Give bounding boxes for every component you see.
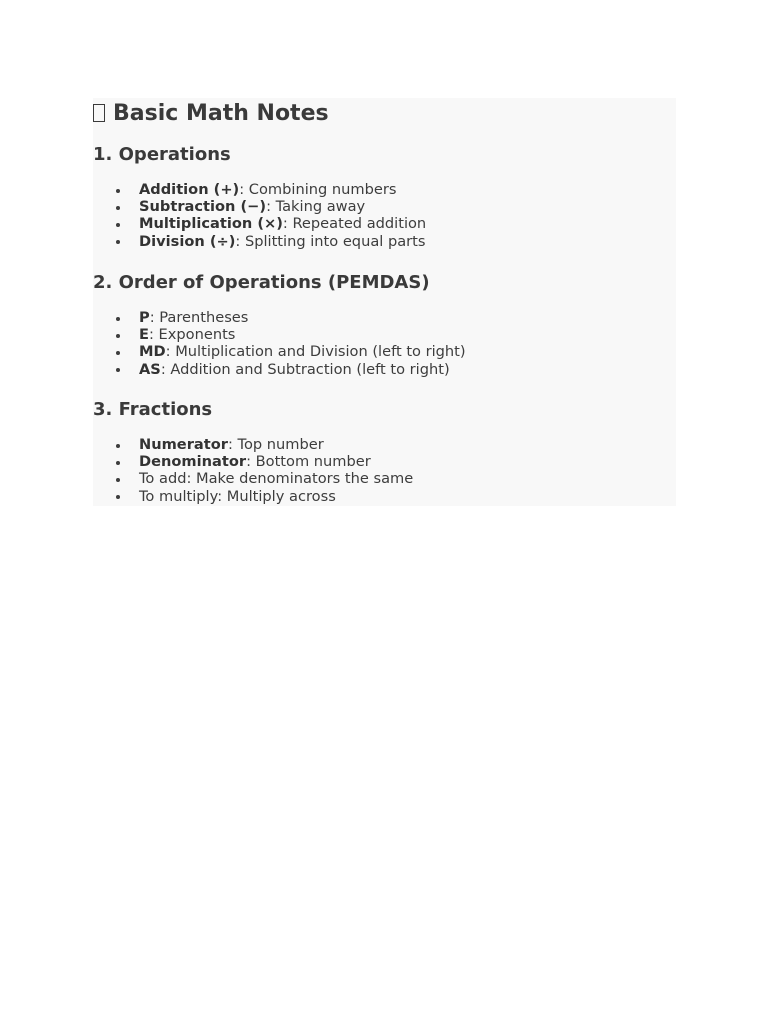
pemdas-list — [93, 309, 466, 378]
term-description: : Parentheses — [149, 309, 249, 326]
term-label: E — [139, 326, 149, 344]
term-description: To add: Make denominators the same — [139, 470, 414, 488]
operations-list — [93, 181, 426, 250]
term-description: : Repeated addition — [282, 215, 427, 233]
term-description: : Exponents — [148, 326, 236, 344]
term-description: : Top number — [227, 436, 324, 453]
term-label: Subtraction (−) — [139, 198, 267, 216]
term-description: : Multiplication and Division (left to right) — [165, 343, 466, 361]
term-label: Multiplication (×) — [139, 215, 283, 233]
term-description: : Bottom number — [246, 453, 371, 471]
list-item — [93, 436, 413, 453]
section-heading-operations: 1. Operations — [93, 144, 231, 165]
memo-icon — [93, 104, 105, 122]
list-item — [93, 361, 466, 378]
list-item — [93, 233, 426, 250]
list-item — [93, 198, 426, 215]
term-description: : Splitting into equal parts — [235, 232, 426, 250]
term-description: : Combining numbers — [239, 181, 397, 198]
term-label: Addition (+) — [139, 181, 240, 198]
term-label: Numerator — [139, 436, 228, 453]
term-label: AS — [139, 360, 161, 378]
list-item — [93, 343, 466, 360]
term-description: To multiply: Multiply across — [139, 487, 336, 505]
term-description: : Taking away — [266, 198, 366, 216]
term-label: P — [139, 309, 150, 326]
list-item — [93, 326, 466, 343]
term-description: : Addition and Subtraction (left to right) — [160, 360, 450, 378]
fractions-list — [93, 436, 413, 505]
list-item — [93, 215, 426, 232]
list-item — [93, 309, 466, 326]
math-notes-panel — [93, 98, 676, 506]
section-heading-fractions: 3. Fractions — [93, 399, 213, 420]
section-heading-order-of-operations: 2. Order of Operations (PEMDAS) — [93, 272, 430, 293]
term-label: Division (÷) — [139, 232, 236, 250]
list-item — [93, 453, 413, 470]
page-title-text: Basic Math Notes — [113, 101, 329, 126]
list-item — [93, 181, 426, 198]
page-title — [93, 100, 329, 128]
term-label: Denominator — [139, 453, 247, 471]
term-label: MD — [139, 343, 166, 361]
list-item — [93, 470, 413, 487]
list-item — [93, 488, 413, 505]
